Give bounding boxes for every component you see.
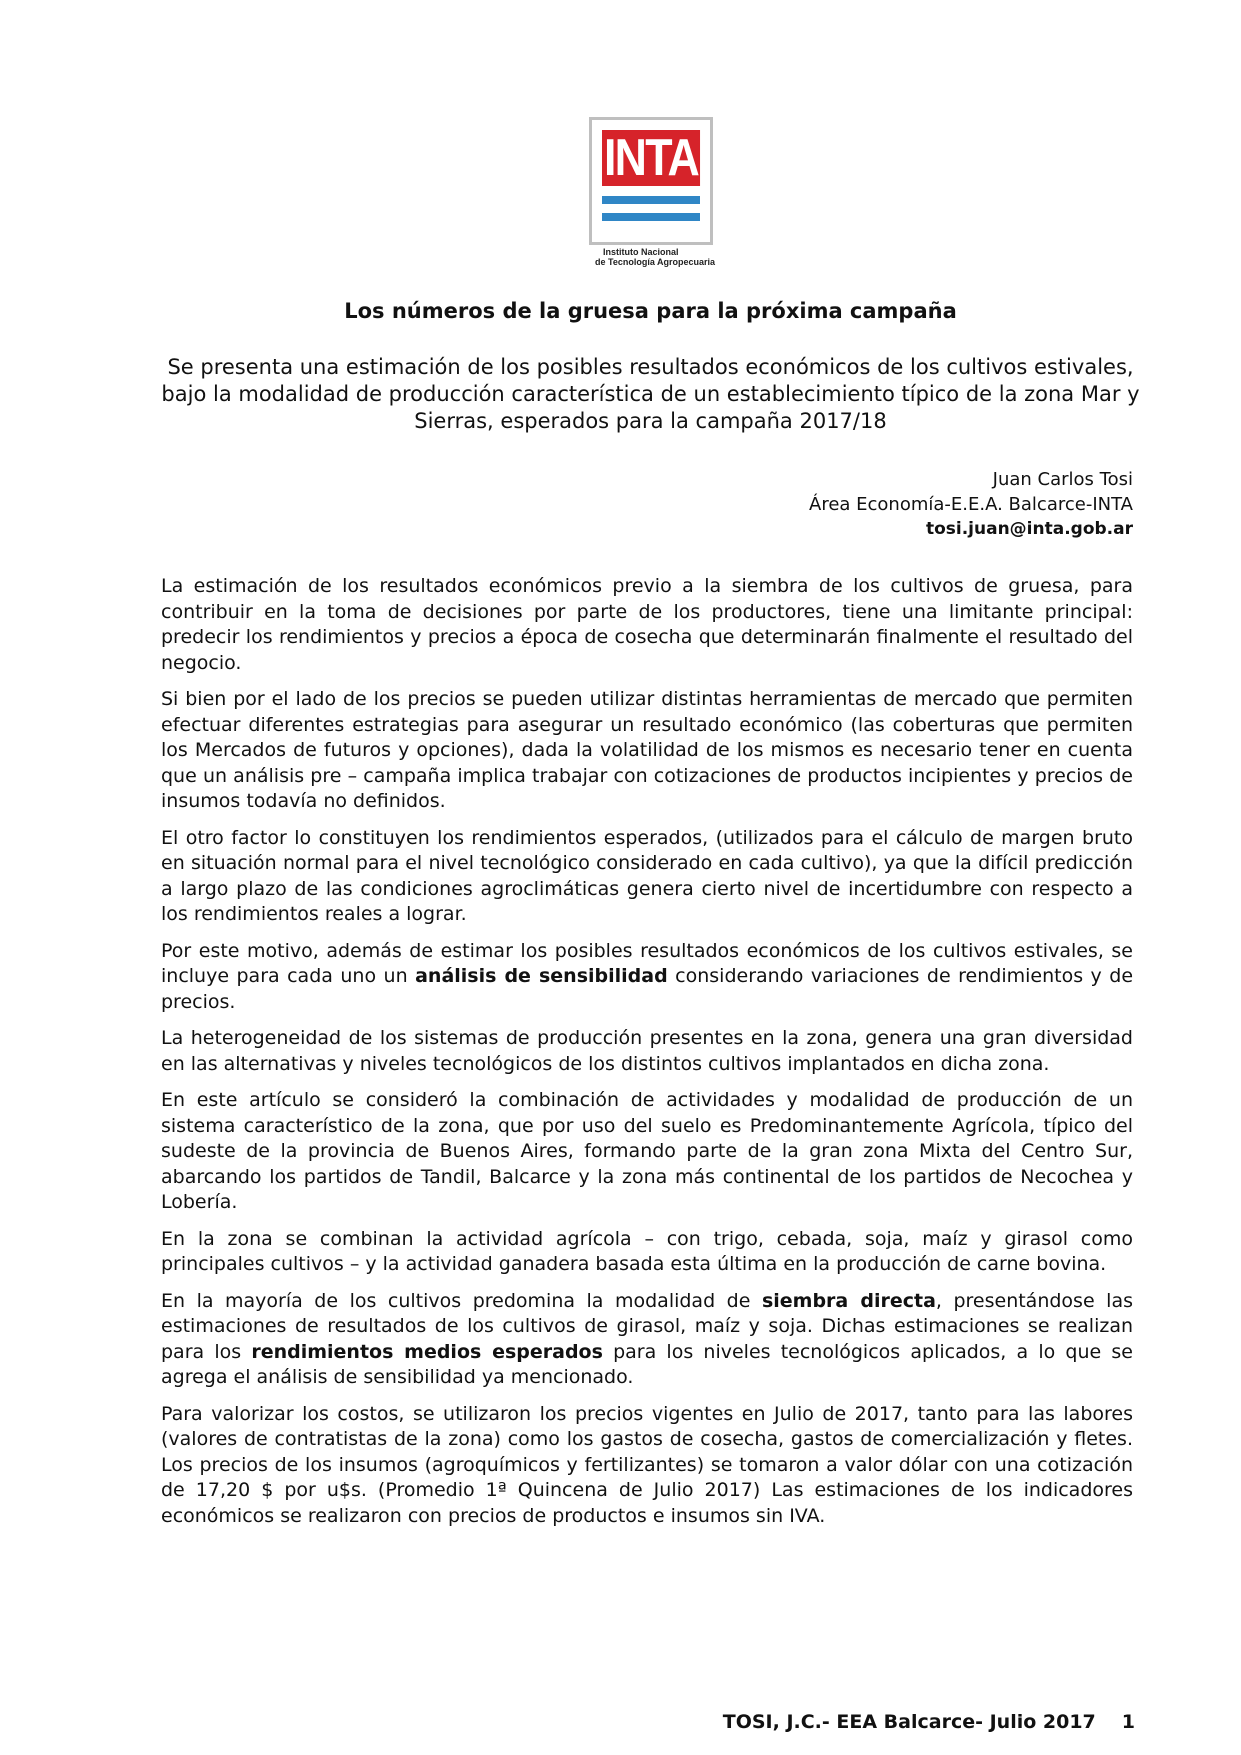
page-number: 1 <box>1121 1711 1135 1733</box>
bold-term: siembra directa <box>761 1289 936 1312</box>
logo-stripe-bottom <box>602 213 700 221</box>
logo-caption-line2: de Tecnología Agropecuaria <box>595 257 716 267</box>
bold-term: rendimientos medios esperados <box>251 1340 603 1363</box>
paragraph: En la zona se combinan la actividad agrícola – con trigo, cebada, soja, maíz y girasol como principales cultivos – y la actividad ganadera basada esta última en la producción de carne bovina. <box>161 1227 1133 1275</box>
author-email: tosi.juan@inta.gob.ar <box>925 519 1133 539</box>
paragraph-text: Por este motivo, además de estimar los posibles resultados económicos de los cultivos estivales, se incluye para cada uno un <box>161 939 1133 987</box>
paragraph: La heterogeneidad de los sistemas de producción presentes en la zona, genera una gran diversidad en las alternativas y niveles tecnológicos de los distintos cultivos implantados en dicha zona. <box>161 1027 1133 1075</box>
author-block <box>809 467 1133 542</box>
paragraph-text: para los niveles tecnológicos aplicados, a lo que se agrega el análisis de sensibilidad ya mencionado. <box>161 1340 1133 1388</box>
paragraph <box>161 939 1133 1016</box>
article-body <box>161 574 1133 1540</box>
footer-citation: TOSI, J.C.- EEA Balcarce- Julio 2017 <box>722 1711 1096 1733</box>
paragraph: En este artículo se consideró la combinación de actividades y modalidad de producción de un sistema característico de la zona, que por uso del suelo es Predominantemente Agrícola, típico del sudeste de la provincia de Buenos Aires, formando parte de la gran zona Mixta del Centro Sur, abarcando los partidos de Tandil, Balcarce y la zona más continental de los partidos de Necochea y Lobería. <box>161 1089 1133 1213</box>
paragraph <box>161 1289 1133 1391</box>
document-title: Los números de la gruesa para la próxima campaña <box>344 299 957 323</box>
paragraph: Para valorizar los costos, se utilizaron los precios vigentes en Julio de 2017, tanto para las labores (valores de contratistas de la zona) como los gastos de cosecha, gastos de comercialización y fletes. Los precios de los insumos (agroquímicos y fertilizantes) se tomaron a valor dólar con una cotización de 17,20 $ por u$s. (Promedio 1ª Quincena de Julio 2017) Las estimaciones de los indicadores económicos se realizaron con precios de productos e insumos sin IVA. <box>161 1402 1133 1527</box>
inta-logo <box>589 117 716 269</box>
logo-caption <box>589 247 725 267</box>
paragraph-text: , presentándose las estimaciones de resultados de los cultivos de girasol, maíz y soja. Dichas estimaciones se realizan para los <box>161 1289 1133 1363</box>
logo-caption-line1: Instituto Nacional <box>603 247 679 257</box>
logo-frame <box>589 117 713 245</box>
bold-term: análisis de sensibilidad <box>415 965 668 987</box>
logo-wordmark: INTA <box>603 129 699 187</box>
paragraph-text: En la mayoría de los cultivos predomina la modalidad de <box>161 1289 762 1312</box>
logo-stripe-top <box>602 196 700 204</box>
document-subtitle: Se presenta una estimación de los posibles resultados económicos de los cultivos estivales, bajo la modalidad de producción característica de un establecimiento típico de la zona Mar y Sierras, esperados para la campaña 2017/18 <box>161 355 1140 433</box>
paragraph: La estimación de los resultados económicos previo a la siembra de los cultivos de gruesa, para contribuir en la toma de decisiones por parte de los productores, tiene una limitante principal: predecir los rendimientos y precios a época de cosecha que determinarán finalmente el resultado del negocio. <box>161 575 1133 674</box>
author-name: Juan Carlos Tosi <box>992 469 1133 490</box>
page-footer <box>723 1710 1135 1734</box>
paragraph: El otro factor lo constituyen los rendimientos esperados, (utilizados para el cálculo de margen bruto en situación normal para el nivel tecnológico considerado en cada cultivo), ya que la difícil predicción a largo plazo de las condiciones agroclimáticas genera cierto nivel de incertidumbre con respecto a los rendimientos reales a lograr. <box>161 826 1133 925</box>
author-affiliation: Área Economía-E.E.A. Balcarce-INTA <box>809 494 1133 515</box>
paragraph: Si bien por el lado de los precios se pueden utilizar distintas herramientas de mercado que permiten efectuar diferentes estrategias para asegurar un resultado económico (las coberturas que permiten los Mercados de futuros y opciones), dada la volatilidad de los mismos es necesario tener en cuenta que un análisis pre – campaña implica trabajar con cotizaciones de productos incipientes y precios de insumos todavía no definidos. <box>161 688 1133 812</box>
paragraph-text: considerando variaciones de rendimientos y de precios. <box>161 965 1134 1013</box>
